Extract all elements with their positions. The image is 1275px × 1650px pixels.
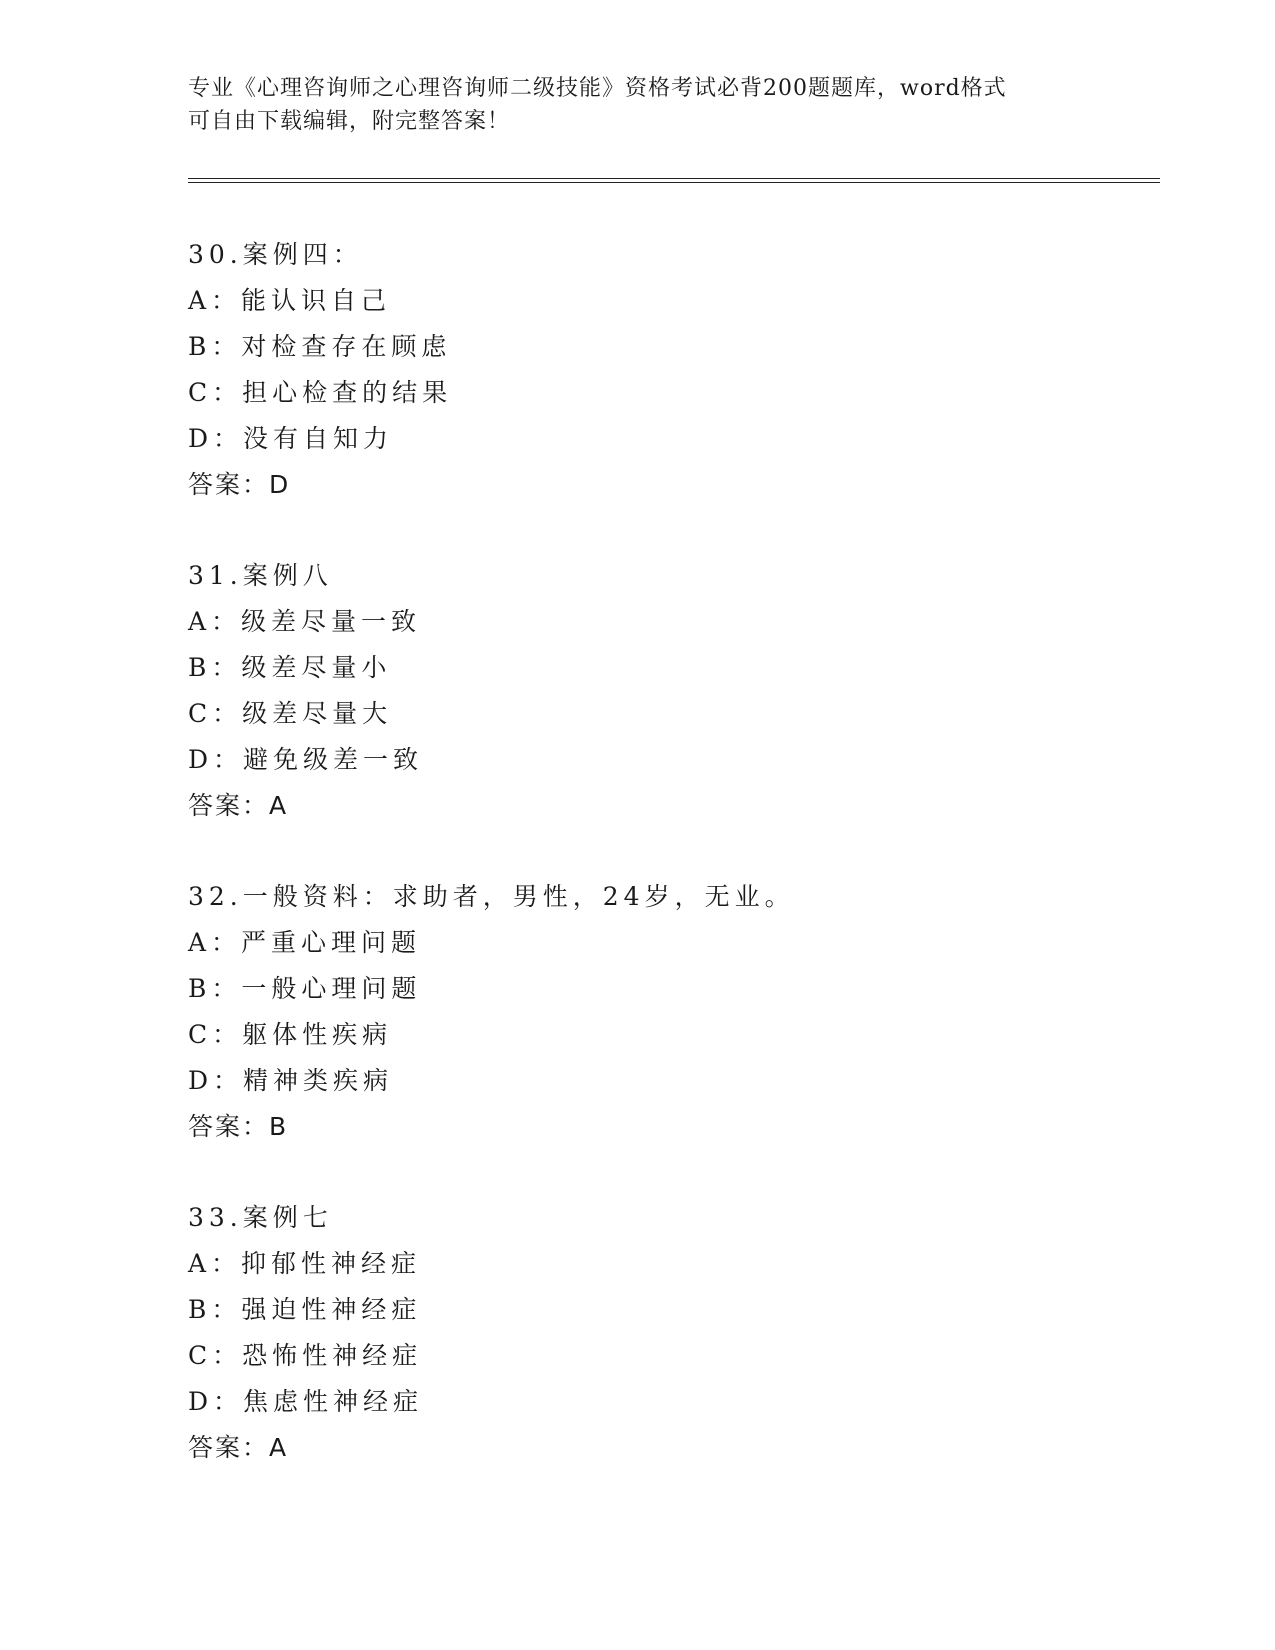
option-c: C：级差尽量大	[188, 699, 393, 728]
question-stem: 30.案例四：	[188, 240, 363, 269]
question-list	[188, 232, 1168, 1516]
answer-line: 答案：B	[188, 1112, 289, 1141]
question-31	[188, 553, 1168, 829]
option-c: C：担心检查的结果	[188, 378, 453, 407]
question-stem: 32.一般资料：求助者，男性，24岁，无业。	[188, 882, 795, 911]
document-header	[188, 72, 1088, 138]
header-line-2: 可自由下载编辑，附完整答案！	[188, 109, 511, 134]
option-c: C：恐怖性神经症	[188, 1341, 423, 1370]
answer-line: 答案：A	[188, 791, 289, 820]
header-line-1: 专业《心理咨询师之心理咨询师二级技能》资格考试必背200题题库，word格式	[188, 76, 1007, 101]
option-a: A：抑郁性神经症	[188, 1249, 422, 1278]
question-32	[188, 874, 1168, 1150]
answer-line: 答案：D	[188, 470, 291, 499]
option-c: C：躯体性疾病	[188, 1020, 393, 1049]
question-33	[188, 1195, 1168, 1471]
header-divider	[188, 178, 1160, 183]
option-d: D：没有自知力	[188, 424, 394, 453]
question-30	[188, 232, 1168, 508]
question-stem: 31.案例八	[188, 561, 333, 590]
option-d: D：避免级差一致	[188, 745, 424, 774]
option-a: A：严重心理问题	[188, 928, 422, 957]
option-a: A：能认识自己	[188, 286, 392, 315]
option-b: B：级差尽量小	[188, 653, 392, 682]
question-stem: 33.案例七	[188, 1203, 333, 1232]
option-b: B：强迫性神经症	[188, 1295, 422, 1324]
option-d: D：精神类疾病	[188, 1066, 394, 1095]
option-d: D：焦虑性神经症	[188, 1387, 424, 1416]
option-b: B：一般心理问题	[188, 974, 422, 1003]
answer-line: 答案：A	[188, 1433, 289, 1462]
option-b: B：对检查存在顾虑	[188, 332, 452, 361]
option-a: A：级差尽量一致	[188, 607, 422, 636]
